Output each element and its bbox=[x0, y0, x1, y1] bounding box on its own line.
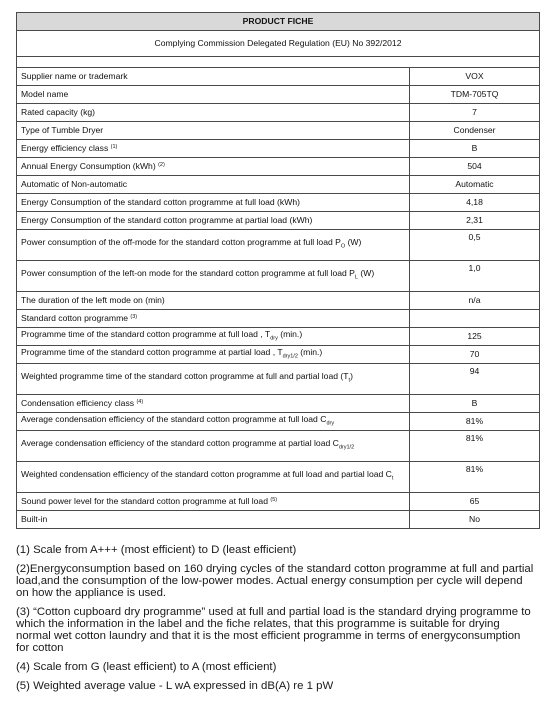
row-label-text: Automatic of Non-automatic bbox=[21, 179, 128, 189]
row-label-text: Model name bbox=[21, 89, 69, 99]
row-label bbox=[17, 493, 410, 511]
fiche-row bbox=[17, 86, 540, 104]
row-value: 7 bbox=[410, 104, 540, 122]
row-label-text: Supplier name or trademark bbox=[21, 71, 128, 81]
fiche-row bbox=[17, 493, 540, 511]
fiche-row bbox=[17, 328, 540, 346]
row-value: VOX bbox=[410, 68, 540, 86]
row-label-text: Weighted condensation efficiency of the standard cotton programme at full load and partial load C bbox=[21, 469, 392, 480]
row-footnote-ref: (3) bbox=[130, 314, 138, 320]
row-label bbox=[17, 310, 410, 328]
row-label-subscript: O bbox=[340, 243, 346, 250]
fiche-row bbox=[17, 310, 540, 328]
row-value: 504 bbox=[410, 158, 540, 176]
row-label-text: Programme time of the standard cotton programme at full load , T bbox=[21, 328, 271, 339]
row-label bbox=[17, 212, 410, 230]
fiche-row bbox=[17, 68, 540, 86]
row-value: 1,0 bbox=[410, 261, 540, 292]
row-label-text: Programme time of the standard cotton programme at partial load , T bbox=[21, 346, 283, 357]
row-footnote-ref: (2) bbox=[158, 162, 165, 168]
row-value: 70 bbox=[410, 346, 540, 364]
row-value: B bbox=[410, 395, 540, 413]
fiche-row bbox=[17, 176, 540, 194]
row-label bbox=[17, 328, 410, 346]
fiche-row bbox=[17, 140, 540, 158]
fiche-row bbox=[17, 194, 540, 212]
row-label-text: Average condensation efficiency of the standard cotton programme at full load C bbox=[21, 413, 327, 424]
row-label-text: Sound power level for the standard cotton programme at full load bbox=[21, 496, 268, 506]
row-footnote-ref: (4) bbox=[136, 399, 144, 405]
row-label-text: Average condensation efficiency of the standard cotton programme at partial load C bbox=[21, 438, 339, 449]
row-label bbox=[17, 364, 410, 395]
row-label-subscript: t bbox=[391, 475, 394, 482]
fiche-row bbox=[17, 462, 540, 493]
row-label bbox=[17, 176, 410, 194]
fiche-row bbox=[17, 104, 540, 122]
fiche-row bbox=[17, 413, 540, 431]
row-value: Automatic bbox=[410, 176, 540, 194]
row-value: 4,18 bbox=[410, 194, 540, 212]
row-label bbox=[17, 194, 410, 212]
regulation-row bbox=[17, 31, 540, 57]
row-label-suffix: ) bbox=[350, 371, 353, 382]
row-value: 125 bbox=[410, 328, 540, 346]
fiche-row bbox=[17, 230, 540, 261]
fiche-row bbox=[17, 364, 540, 395]
row-label-suffix: (min.) bbox=[297, 346, 323, 357]
row-label bbox=[17, 413, 410, 431]
regulation-text: Complying Commission Delegated Regulation (EU) No 392/2012 bbox=[17, 31, 540, 57]
row-label-text: Condensation efficiency class bbox=[21, 398, 135, 408]
row-label bbox=[17, 431, 410, 462]
row-label bbox=[17, 140, 410, 158]
row-label bbox=[17, 292, 410, 310]
fiche-row bbox=[17, 431, 540, 462]
row-label-text: Energy Consumption of the standard cotton programme at full load (kWh) bbox=[21, 197, 300, 207]
row-label-text: Type of Tumble Dryer bbox=[21, 125, 104, 135]
row-label-text: Energy Consumption of the standard cotton programme at partial load (kWh) bbox=[21, 215, 313, 225]
row-value: 2,31 bbox=[410, 212, 540, 230]
row-value: n/a bbox=[410, 292, 540, 310]
row-label bbox=[17, 230, 410, 261]
row-value: 81% bbox=[410, 413, 540, 431]
row-label-text: Energy efficiency class bbox=[21, 143, 109, 153]
row-label bbox=[17, 86, 410, 104]
row-value: No bbox=[410, 511, 540, 529]
footnote: (4) Scale from G (least efficient) to A (most efficient) bbox=[16, 661, 277, 673]
row-label-text: Power consumption of the left-on mode for the standard cotton programme at full load P bbox=[21, 268, 355, 279]
row-value bbox=[410, 310, 540, 328]
fiche-row bbox=[17, 292, 540, 310]
fiche-row bbox=[17, 511, 540, 529]
fiche-row bbox=[17, 261, 540, 292]
row-label bbox=[17, 158, 410, 176]
row-label-text: Standard cotton programme bbox=[21, 313, 129, 323]
row-value: 0,5 bbox=[410, 230, 540, 261]
row-value: 94 bbox=[410, 364, 540, 395]
footnote: (3) “Cotton cupboard dry programme” used at full and partial load is the standard drying programme to which the information in the label and the fiche relates, that this programme is suitable for drying normal wet cotton laundry and that it is the most efficient programme in terms of energyconsumption for cotton bbox=[16, 606, 531, 654]
row-label-subscript: dry1/2 bbox=[282, 353, 298, 360]
row-value: 81% bbox=[410, 431, 540, 462]
row-label bbox=[17, 395, 410, 413]
row-label-subscript: L bbox=[354, 274, 358, 281]
spacer-row bbox=[17, 57, 540, 68]
header-row bbox=[17, 13, 540, 31]
row-label bbox=[17, 511, 410, 529]
row-label-suffix: (W) bbox=[357, 268, 375, 279]
product-fiche bbox=[16, 12, 539, 529]
row-label bbox=[17, 68, 410, 86]
row-footnote-ref: (1) bbox=[110, 144, 118, 150]
row-footnote-ref: (5) bbox=[270, 497, 278, 503]
fiche-row bbox=[17, 395, 540, 413]
fiche-title: PRODUCT FICHE bbox=[17, 13, 540, 31]
row-label bbox=[17, 261, 410, 292]
row-value: 81% bbox=[410, 462, 540, 493]
row-label-subscript: dry bbox=[270, 335, 278, 342]
row-label-text: Power consumption of the off-mode for the standard cotton programme at full load P bbox=[21, 237, 341, 248]
row-value: Condenser bbox=[410, 122, 540, 140]
row-label bbox=[17, 346, 410, 364]
row-value: TDM-705TQ bbox=[410, 86, 540, 104]
row-label-subscript: dry1/2 bbox=[338, 444, 355, 451]
footnote: (2)Energyconsumption based on 160 drying cycles of the standard cotton programme at full and partial load,and the consumption of the low-power modes. Actual energy consumption per cycle will depend on how the appliance is used. bbox=[16, 563, 534, 599]
fiche-row bbox=[17, 158, 540, 176]
row-label-subscript: dry bbox=[326, 420, 335, 427]
row-label-text: The duration of the left mode on (min) bbox=[21, 295, 165, 305]
row-label-suffix: (W) bbox=[345, 237, 362, 248]
row-label-subscript: t bbox=[348, 377, 351, 384]
fiche-row bbox=[17, 346, 540, 364]
row-label bbox=[17, 462, 410, 493]
row-label-suffix: (min.) bbox=[277, 328, 303, 339]
fiche-table bbox=[16, 12, 540, 529]
footnotes bbox=[16, 544, 536, 699]
fiche-row bbox=[17, 122, 540, 140]
footnote: (1) Scale from A+++ (most efficient) to D (least efficient) bbox=[16, 544, 297, 556]
row-value: 65 bbox=[410, 493, 540, 511]
row-label-text: Annual Energy Consumption (kWh) bbox=[21, 161, 156, 171]
fiche-row bbox=[17, 212, 540, 230]
row-value: B bbox=[410, 140, 540, 158]
row-label bbox=[17, 104, 410, 122]
row-label-text: Built-in bbox=[21, 514, 48, 524]
row-label-text: Rated capacity (kg) bbox=[21, 107, 96, 117]
row-label bbox=[17, 122, 410, 140]
row-label-text: Weighted programme time of the standard cotton programme at full and partial load (T bbox=[21, 371, 349, 382]
footnote: (5) Weighted average value - L wA expressed in dB(A) re 1 pW bbox=[16, 680, 334, 692]
